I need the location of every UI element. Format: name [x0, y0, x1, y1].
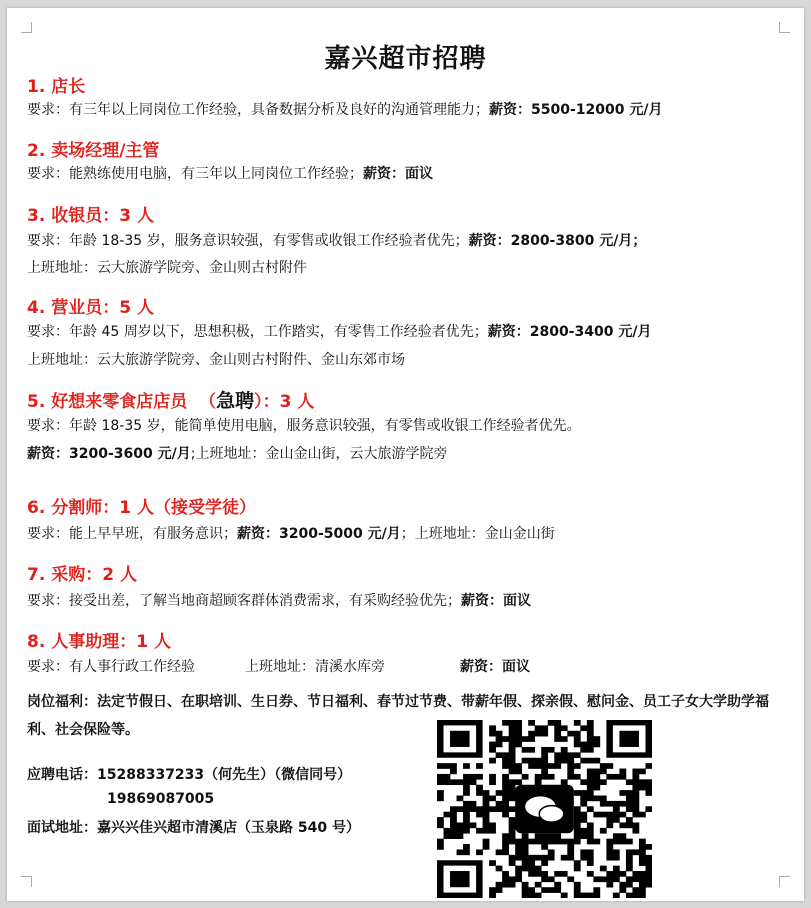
job-requirement: 要求：年龄 45 周岁以下，思想积极，工作踏实，有零售工作经验者优先；薪资：2800-3400 元/月 [27, 324, 652, 340]
job-heading: 2. 卖场经理/主管 [27, 141, 160, 161]
poster-page [7, 8, 804, 901]
job-requirement: 要求：有人事行政工作经验 [27, 659, 195, 675]
corner-mark [21, 876, 32, 887]
corner-mark [21, 22, 32, 33]
benefits-text: 岗位福利：法定节假日、在职培训、生日券、节日福利、春节过节费、带薪年假、探亲假、慰问金、员工子女大学助学福利、社会保险等。 [27, 694, 769, 738]
job-requirement: 要求：能熟练使用电脑，有三年以上同岗位工作经验；薪资：面议 [27, 166, 433, 182]
contact-phone: 应聘电话：15288337233（何先生）（微信同号） [27, 767, 352, 783]
job-heading: 6. 分割师：1 人（接受学徒） [27, 498, 256, 518]
job-salary: 薪资：面议 [460, 659, 530, 675]
job-address: 上班地址：云大旅游学院旁、金山则古村附件、金山东郊市场 [27, 352, 405, 368]
job-heading: 7. 采购：2 人 [27, 565, 137, 585]
job-address: 上班地址：云大旅游学院旁、金山则古村附件 [27, 260, 307, 276]
interview-address: 面试地址：嘉兴兴佳兴超市清溪店（玉泉路 540 号） [27, 820, 360, 836]
job-requirement: 要求：能上早早班，有服务意识；薪资：3200-5000 元/月；上班地址：金山金山街 [27, 526, 555, 542]
job-heading: 1. 店长 [27, 77, 86, 97]
wechat-qr-code-icon [437, 720, 652, 898]
job-heading: 8. 人事助理：1 人 [27, 632, 171, 652]
corner-mark [779, 22, 790, 33]
job-heading: 4. 营业员：5 人 [27, 298, 154, 318]
job-requirement: 要求：有三年以上同岗位工作经验，具备数据分析及良好的沟通管理能力；薪资：5500-12000 元/月 [27, 102, 663, 118]
job-requirement: 要求：年龄 18-35 岁，能简单使用电脑，服务意识较强，有零售或收银工作经验者优先。 [27, 418, 581, 434]
job-heading: 5. 好想来零食店店员 （急聘）：3 人 [27, 390, 315, 412]
job-address: 上班地址：清溪水库旁 [245, 659, 385, 675]
job-requirement: 要求：接受出差，了解当地商超顾客群体消费需求，有采购经验优先；薪资：面议 [27, 593, 531, 609]
job-requirement: 要求：年龄 18-35 岁，服务意识较强，有零售或收银工作经验者优先；薪资：2800-3800 元/月； [27, 233, 647, 249]
job-salary-address: 薪资：3200-3600 元/月;上班地址：金山金山街，云大旅游学院旁 [27, 446, 448, 462]
corner-mark [779, 876, 790, 887]
page-title: 嘉兴超市招聘 [324, 44, 487, 74]
job-heading: 3. 收银员：3 人 [27, 206, 154, 226]
contact-phone-2: 19869087005 [107, 791, 215, 807]
